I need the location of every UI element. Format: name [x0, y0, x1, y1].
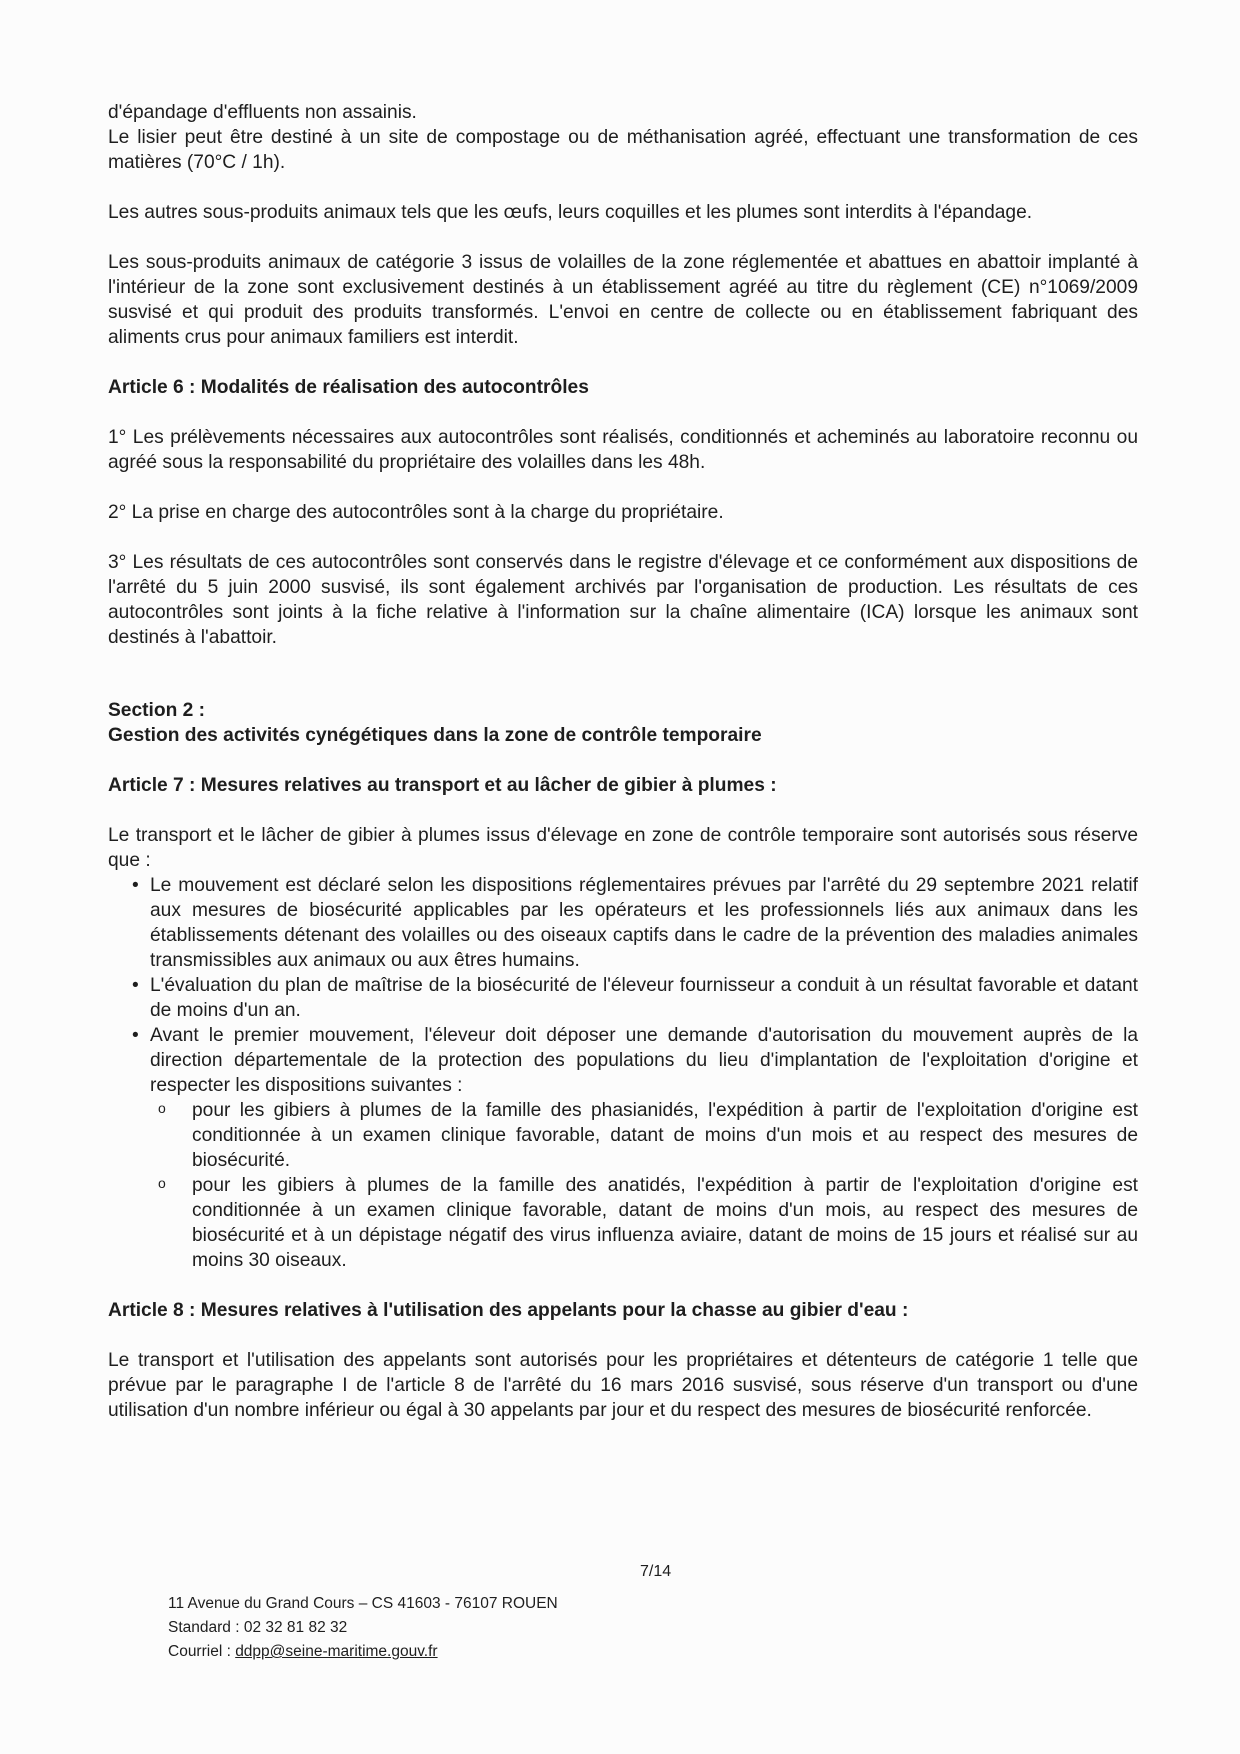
paragraph: d'épandage d'effluents non assainis. [108, 102, 417, 123]
footer-email-link[interactable]: ddpp@seine-maritime.gouv.fr [235, 1643, 438, 1660]
footer-email-line [168, 1640, 558, 1664]
article-8-body: Le transport et l'utilisation des appelants sont autorisés pour les propriétaires et détenteurs de catégorie 1 telle que prévue par le paragraphe I de l'article 8 de l'arrêté du 16 mars 2016 susvisé, sous réserve d'un transport ou d'une utilisation d'un nombre inférieur ou égal à 30 appelants par jour et du respect des mesures de biosécurité renforcée. [108, 1350, 1138, 1421]
article-8-heading: Article 8 : Mesures relatives à l'utilisation des appelants pour la chasse au gibier d'eau : [108, 1300, 909, 1321]
paragraph: Le lisier peut être destiné à un site de compostage ou de méthanisation agréé, effectuant une transformation de ces matières (70°C / 1h). [108, 127, 1138, 173]
article-7-bullet-list [108, 873, 1138, 1273]
article-7-heading: Article 7 : Mesures relatives au transport et au lâcher de gibier à plumes : [108, 775, 777, 796]
article-7-sub-list [150, 1098, 1138, 1273]
article-6-heading: Article 6 : Modalités de réalisation des autocontrôles [108, 377, 589, 398]
section-2-label: Section 2 : [108, 700, 206, 721]
list-item-text: Avant le premier mouvement, l'éleveur doit déposer une demande d'autorisation du mouvement auprès de la direction départementale de la protection des populations du lieu d'implantation de l'exploitation d'origine et respecter les dispositions suivantes : [150, 1025, 1138, 1096]
footer-phone: Standard : 02 32 81 82 32 [168, 1619, 348, 1636]
footer-email-label: Courriel : [168, 1643, 236, 1660]
article-6-item-1: 1° Les prélèvements nécessaires aux autocontrôles sont réalisés, conditionnés et acheminés au laboratoire reconnu ou agréé sous la responsabilité du propriétaire des volailles dans les 48h. [108, 427, 1138, 473]
list-item: • L'évaluation du plan de maîtrise de la biosécurité de l'éleveur fournisseur a conduit à un résultat favorable et datant de moins d'un an. [108, 973, 1138, 1023]
article-7-intro: Le transport et le lâcher de gibier à plumes issus d'élevage en zone de contrôle temporaire sont autorisés sous réserve que : [108, 825, 1138, 871]
document-body [108, 100, 1138, 1423]
list-item: • Le mouvement est déclaré selon les dispositions réglementaires prévues par l'arrêté du 29 septembre 2021 relatif aux mesures de biosécurité applicables par les opérateurs et les professionnels liés aux animaux dans les établissements détenant des volailles ou des oiseaux captifs dans le cadre de la prévention des maladies animales transmissibles aux animaux ou aux êtres humains. [108, 873, 1138, 973]
article-6-item-2: 2° La prise en charge des autocontrôles sont à la charge du propriétaire. [108, 502, 724, 523]
page-number: 7/14 [640, 1563, 672, 1580]
footer-address: 11 Avenue du Grand Cours – CS 41603 - 76107 ROUEN [168, 1595, 558, 1612]
section-2-title: Gestion des activités cynégétiques dans la zone de contrôle temporaire [108, 725, 762, 746]
sub-list-item: o pour les gibiers à plumes de la famille des phasianidés, l'expédition à partir de l'exploitation d'origine est conditionnée à un examen clinique favorable, datant de moins d'un mois et au respect des mesures de biosécurité. [150, 1098, 1138, 1173]
paragraph: Les sous-produits animaux de catégorie 3 issus de volailles de la zone réglementée et abattues en abattoir implanté à l'intérieur de la zone sont exclusivement destinés à un établissement agréé au titre du règlement (CE) n°1069/2009 susvisé et qui produit des produits transformés. L'envoi en centre de collecte ou en établissement fabriquant des aliments crus pour animaux familiers est interdit. [108, 252, 1138, 348]
paragraph: Les autres sous-produits animaux tels que les œufs, leurs coquilles et les plumes sont interdits à l'épandage. [108, 202, 1033, 223]
footer [168, 1592, 558, 1664]
list-item [108, 1023, 1138, 1273]
article-6-item-3: 3° Les résultats de ces autocontrôles sont conservés dans le registre d'élevage et ce conformément aux dispositions de l'arrêté du 5 juin 2000 susvisé, ils sont également archivés par l'organisation de production. Les résultats de ces autocontrôles sont joints à la fiche relative à l'information sur la chaîne alimentaire (ICA) lorsque les animaux sont destinés à l'abattoir. [108, 552, 1138, 648]
sub-list-item: o pour les gibiers à plumes de la famille des anatidés, l'expédition à partir de l'exploitation d'origine est conditionnée à un examen clinique favorable, datant de moins d'un mois, au respect des mesures de biosécurité et à un dépistage négatif des virus influenza aviaire, datant de moins de 15 jours et réalisé sur au moins 30 oiseaux. [150, 1173, 1138, 1273]
